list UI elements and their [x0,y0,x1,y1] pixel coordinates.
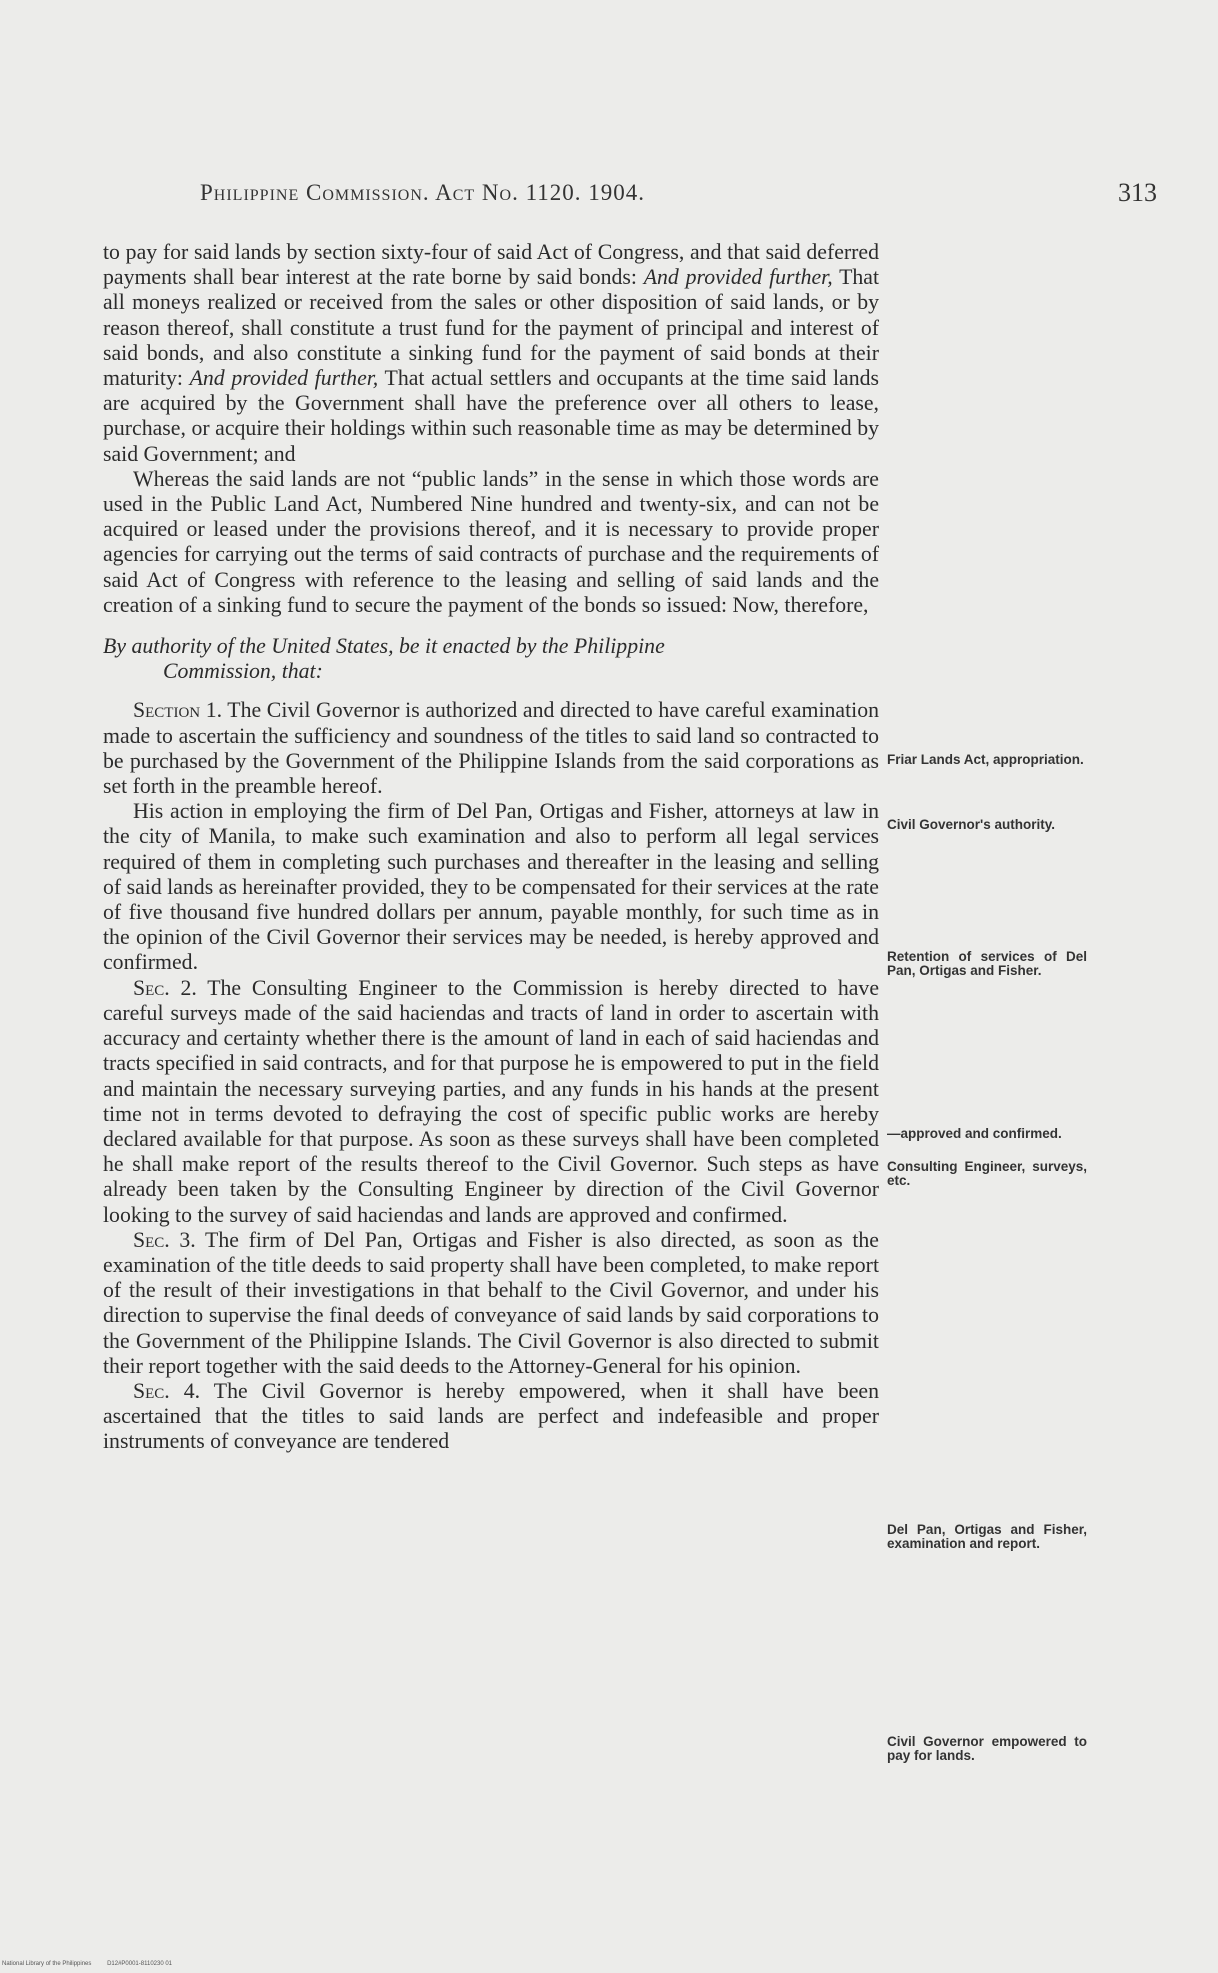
section-text: The firm of Del Pan, Ortigas and Fisher is also directed, as soon as the examination of the title deeds to said property shall have been completed, to make report of the result of their investigations in that behalf to the Civil Governor, and under his direction to supervise the final deeds of conveyance of said lands by said corporations to the Government of the Philippine Islands. The Civil Governor is also directed to submit their report together with the said deeds to the Attorney-General for his opinion. [103,1227,879,1378]
footer-library: National Library of the Philippines [2,1961,92,1967]
section-1 [103,698,879,799]
margin-note-retention: Retention of services of Del Pan, Ortigas and Fisher. [887,949,1087,978]
margin-note-approved: —approved and confirmed. [887,1126,1062,1141]
footer-code: D12#P0001-8110230 01 [107,1961,173,1967]
enact-line-2: Commission, that: [163,659,323,684]
section-text: The Civil Governor is authorized and directed to have careful examination made to ascertain the sufficiency and soundness of the titles to said land so contracted to be purchased by the Government of the Philippine Islands from the said corporations as set forth in the preamble hereof. [103,698,879,799]
text-run: That all moneys realized or received from the sales or other disposition of said lands, or by reason thereof, shall constitute a trust fund for the payment of principal and interest of said bonds, and also constitute a sinking fund for the payment of said bonds at their maturity: [103,265,880,391]
margin-note-pay-for-lands: Civil Governor empowered to pay for lands. [887,1734,1087,1763]
text-run: That actual settlers and occupants at the time said lands are acquired by the Government shall have the preference over all others to lease, purchase, or acquire their holdings within such reasonable time as may be determined by said Government; and [103,366,880,466]
margin-note-del-pan-report: Del Pan, Ortigas and Fisher, examination and report. [887,1522,1087,1551]
whereas-paragraph: Whereas the said lands are not “public lands” in the sense in which those words are used in the Public Land Act, Numbered Nine hundred and twenty-six, and can not be acquired or leased under the provisions thereof, and it is necessary to provide proper agencies for carrying out the terms of said contracts of purchase and the requirements of said Act of Congress with reference to the leasing and selling of said lands and the creation of a sinking fund to secure the payment of the bonds so issued: Now, therefore, [103,466,879,617]
section-2 [103,976,879,1228]
section-1-continued: His action in employing the firm of Del Pan, Ortigas and Fisher, attorneys at law in the city of Manila, to make such examination and also to perform all legal services required of them in completing such purchases and thereafter in the leasing and selling of said lands as hereinafter provided, they to be compensated for their services at the rate of five thousand five hundred dollars per annum, payable monthly, for such time as in the opinion of the Civil Governor their services may be needed, is hereby approved and confirmed. [103,799,879,975]
text-run: to pay for said lands by section sixty-four of said Act of Congress, and that said deferred payments shall bear interest at the rate borne by said bonds: [103,240,879,290]
scan-footer [2,1961,186,1967]
margin-note-consulting-engineer: Consulting Engineer, surveys, etc. [887,1159,1087,1188]
section-text: The Consulting Engineer to the Commission is hereby directed to have careful surveys made of the said haciendas and tracts of land in order to ascertain with accuracy and certainty whether there is the amount of land in each of said haciendas and tracts specified in said contracts, and for that purpose he is empowered to put in the field and maintain the necessary surveying parties, and any funds in his hands at the present time not in terms devoted to defraying the cost of specific public works are hereby declared available for that purpose. As soon as these surveys shall have been completed he shall make report of the results thereof to the Civil Governor. Such steps as have already been taken by the Consulting Engineer by direction of the Civil Governor looking to the survey of said haciendas and lands are approved and confirmed. [103,975,879,1227]
section-label: Sec. 4. [133,1378,201,1403]
section-4 [103,1379,879,1455]
section-label: Sec. 2. [133,975,197,1000]
act-body [103,240,879,1455]
preamble-paragraph [103,240,879,467]
italic-proviso: And provided further, [643,265,833,290]
enact-line-1: By authority of the United States, be it enacted by the Philippine [103,634,665,659]
section-label: Sec. 3. [133,1227,196,1252]
section-3 [103,1228,879,1379]
section-text: The Civil Governor is hereby empowered, when it shall have been ascertained that the titles to said lands are perfect and indefeasible and proper instruments of conveyance are tendered [103,1378,879,1454]
section-label: Section 1. [133,698,223,723]
running-header: Philippine Commission. Act No. 1120. 1904. [200,180,645,205]
enacting-clause [103,634,879,684]
page-number: 313 [1118,178,1157,207]
margin-note-governor-authority: Civil Governor's authority. [887,817,1055,832]
margin-note-friar-lands: Friar Lands Act, appropriation. [887,752,1084,767]
italic-proviso: And provided further, [189,366,379,391]
